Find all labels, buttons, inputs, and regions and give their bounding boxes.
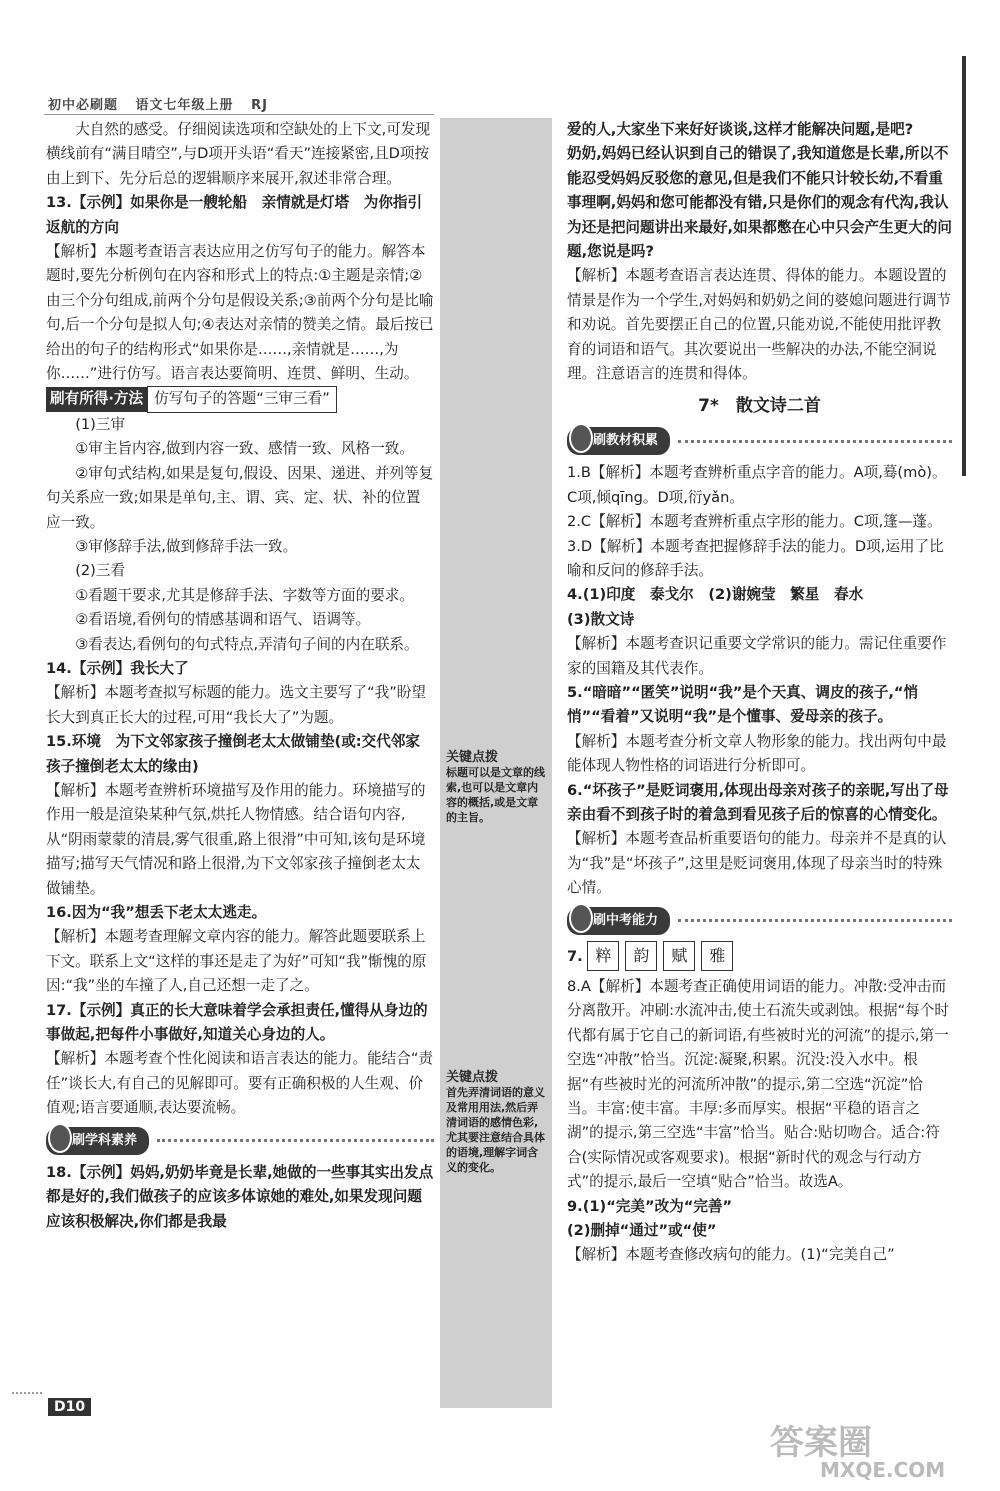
section-dots <box>678 440 952 443</box>
right-para-3: 【解析】本题考查语言表达连贯、得体的能力。本题设置的情景是作为一个学生,对妈妈和奶奶之间的婆媳问题进行调节和劝说。首先要摆正自己的位置,只能劝说,不能使用批评教育的词语和语气。其次要说出一些解决的办法,不能空洞说理。注意语言的连贯和得体。 <box>567 267 952 383</box>
char-box: 雅 <box>701 941 733 971</box>
chapter-title: 7* 散文诗二首 <box>698 396 821 417</box>
answer-17: 17.【示例】真正的长大意味着学会承担责任,懂得从身边的事做起,把每件小事做好,知道关心身边的人。 <box>46 1001 428 1044</box>
section-label: 刷中考能力 <box>567 907 670 935</box>
analysis-16: 【解析】本题考查理解文章内容的能力。解答此题要联系上下文。联系上文“这样的事还是走了为好”可知“我”惭愧的原因:“我”坐的车撞了人,自己还想一走了之。 <box>46 928 427 995</box>
char-box: 赋 <box>663 941 695 971</box>
key-note-title: 关键点拨 <box>446 1070 499 1085</box>
answer-r5: 5.“暗暗”“匿笑”说明“我”是个天真、调皮的孩子,“悄悄”“看着”又说明“我”是个懂事、爱母亲的孩子。 <box>567 683 919 726</box>
answer-r9: 9.(1)“完美”改为“完善” <box>567 1197 733 1215</box>
answer-14: 14.【示例】我长大了 <box>46 659 189 677</box>
section-label: 刷教材积累 <box>567 427 670 455</box>
left-column <box>46 118 434 1234</box>
book-name: 初中必刷题 <box>48 98 119 113</box>
method-line-6: ①看题干要求,尤其是修辞手法、字数等方面的要求。 <box>75 586 414 604</box>
analysis-13: 【解析】本题考查语言表达应用之仿写句子的能力。解答本题时,要先分析例句在内容和形式上的特点:①主题是亲情;②由三个分句组成,前两个分句是假设关系;③前两个分句是比喻句,后一个分句是拟人句;④表达对亲情的赞美之情。最后按已给出的句子的结构形式“如果你是……,亲情就是……,为你……”进行仿写。语言表达要简明、连贯、鲜明、生动。 <box>46 243 434 383</box>
analysis-15: 【解析】本题考查辨析环境描写及作用的能力。环境描写的作用一般是渲染某种气氛,烘托人物情感。结合语句内容,从“阴雨蒙蒙的清晨,雾气很重,路上很滑”中可知,该句是环境描写;描写天气情况和路上很滑,为下文邻家孩子撞倒老太太做铺垫。 <box>46 781 426 897</box>
answer-13: 13.【示例】如果你是一艘轮船 亲情就是灯塔 为你指引返航的方向 <box>46 194 423 236</box>
edge-bar <box>962 56 966 476</box>
char-box: 韵 <box>625 941 657 971</box>
page-dots <box>12 1392 42 1394</box>
watermark-url: MXQE.COM <box>820 1458 946 1482</box>
method-tag: 刷有所得·方法 <box>46 387 147 411</box>
edition-label: RJ <box>251 98 268 113</box>
analysis-r9: 【解析】本题考查修改病句的能力。(1)“完美自己” <box>567 1246 895 1264</box>
answer-r2: 2.C【解析】本题考查辨析重点字形的能力。C项,篷—蓬。 <box>567 513 942 531</box>
answer-r1: 1.B【解析】本题考查辨析重点字音的能力。A项,蓦(mò)。C项,倾qīng。D项,衍yǎn。 <box>567 464 947 506</box>
method-box: 仿写句子的答题“三审三看” <box>147 386 337 412</box>
analysis-r4: 【解析】本题考查识记重要文学常识的能力。需记住重要作家的国籍及其代表作。 <box>567 635 947 677</box>
header-divider <box>44 114 434 115</box>
watermark-logo: 答案圈 <box>770 1423 872 1463</box>
answer-r7-num: 7. <box>567 948 583 965</box>
right-column <box>567 118 952 1268</box>
char-box: 粹 <box>587 941 619 971</box>
method-line-8: ③看表达,看例句的句式特点,弄清句子间的内在联系。 <box>75 635 419 653</box>
method-line-5: (2)三看 <box>75 562 126 580</box>
analysis-r6: 【解析】本题考查品析重要语句的能力。母亲并不是真的认为“我”是“坏孩子”,这里是贬词褒用,体现了母亲当时的特殊心情。 <box>567 830 947 897</box>
section-header-exam <box>567 907 952 935</box>
subject-name: 语文七年级上册 <box>135 98 234 113</box>
answer-r9b: (2)删掉“通过”或“使” <box>567 1222 717 1240</box>
answer-r4b: (3)散文诗 <box>567 610 635 628</box>
key-note-2 <box>446 1070 548 1175</box>
page-header <box>48 94 280 113</box>
method-line-4: ③审修辞手法,做到修辞手法一致。 <box>75 537 298 555</box>
method-line-1: (1)三审 <box>75 415 126 433</box>
key-note-text: 首先弄清词语的意义及常用用法,然后弄清词语的感情色彩,尤其要注意结合具体的语境,理解字词含义的变化。 <box>446 1086 545 1174</box>
answer-r6: 6.“坏孩子”是贬词褒用,体现出母亲对孩子的亲昵,写出了母亲由看不到孩子时的着急到看见孩子后的惊喜的心情变化。 <box>567 781 949 823</box>
section-header-literacy <box>46 1127 434 1155</box>
left-para-1: 大自然的感受。仔细阅读选项和空缺处的上下文,可发现横线前有“满目晴空”,与D项开头语“看天”连接紧密,且D项按由上到下、先分后总的逻辑顺序来展开,叙述非常合理。 <box>46 121 431 187</box>
section-dots <box>678 919 952 922</box>
answer-15: 15.环境 为下文邻家孩子撞倒老太太做铺垫(或:交代邻家孩子撞倒老太太的缘由) <box>46 733 421 775</box>
analysis-14: 【解析】本题考查拟写标题的能力。选文主要写了“我”盼望长大到真正长大的过程,可用“我长大了”为题。 <box>46 684 426 726</box>
method-line-3: ②审句式结构,如果是复句,假设、因果、递进、并列等复句关系应一致;如果是单句,主、谓、宾、定、状、补的位置应一致。 <box>46 464 434 531</box>
right-para-1: 爱的人,大家坐下来好好谈谈,这样才能解决问题,是吧? <box>567 121 914 138</box>
key-note-text: 标题可以是文章的线索,也可以是文章内容的概括,或是文章的主旨。 <box>446 766 545 824</box>
section-label: 刷学科素养 <box>46 1127 149 1155</box>
answer-r8: 8.A【解析】本题考查正确使用词语的能力。冲散:受冲击而分离散开。冲刷:水流冲击,使土石流失或剥蚀。根据“每个时代都有属于它自己的新词语,有些被时光的河流”的提示,第一空选“冲散”恰当。沉淀:凝聚,积累。沉没:没入水中。根据“有些被时光的河流所冲散”的提示,第二空选“沉淀”恰当。丰富:使丰富。丰厚:多而厚实。根据“平稳的语言之湖”的提示,第三空选“丰富”恰当。贴合:贴切吻合。适合:符合(实际情况或客观要求)。根据“新时代的观念与行动方式”的提示,最后一空填“贴合”恰当。故选A。 <box>567 978 949 1191</box>
method-line-7: ②看语境,看例句的情感基调和语气、语调等。 <box>75 611 371 629</box>
page-number: D10 <box>48 1398 91 1416</box>
analysis-17: 【解析】本题考查个性化阅读和语言表达的能力。能结合“责任”谈长大,有自己的见解即可。要有正确积极的人生观、价值观;语言要通顺,表达要流畅。 <box>46 1050 434 1117</box>
section-dots <box>157 1139 434 1142</box>
key-note-title: 关键点拨 <box>446 750 499 765</box>
key-note-1 <box>446 750 548 825</box>
answer-18: 18.【示例】妈妈,奶奶毕竟是长辈,她做的一些事其实出发点都是好的,我们做孩子的应该多体谅她的难处,如果发现问题应该积极解决,你们都是我最 <box>46 1164 434 1230</box>
answer-r3: 3.D【解析】本题考查把握修辞手法的能力。D项,运用了比喻和反问的修辞手法。 <box>567 537 944 579</box>
answer-r7 <box>567 941 952 971</box>
section-header-textbook <box>567 427 952 455</box>
method-line-2: ①审主旨内容,做到内容一致、感情一致、风格一致。 <box>75 440 414 458</box>
right-para-2: 奶奶,妈妈已经认识到自己的错误了,我知道您是长辈,所以不能忍受妈妈反驳您的意见,但是我们不能只计较长幼,不看重事理啊,妈妈和您可能都没有错,只是你们的观念有代沟,我认为还是把问题讲出来最好,如果都憋在心中只会产生更大的问题,您说是吗? <box>567 145 952 261</box>
answer-16: 16.因为“我”想丢下老太太逃走。 <box>46 904 267 921</box>
answer-r4: 4.(1)印度 泰戈尔 (2)谢婉莹 繁星 春水 <box>567 586 864 604</box>
method-row <box>46 386 434 412</box>
analysis-r5: 【解析】本题考查分析文章人物形象的能力。找出两句中最能体现人物性格的词语进行分析即可。 <box>567 732 947 775</box>
